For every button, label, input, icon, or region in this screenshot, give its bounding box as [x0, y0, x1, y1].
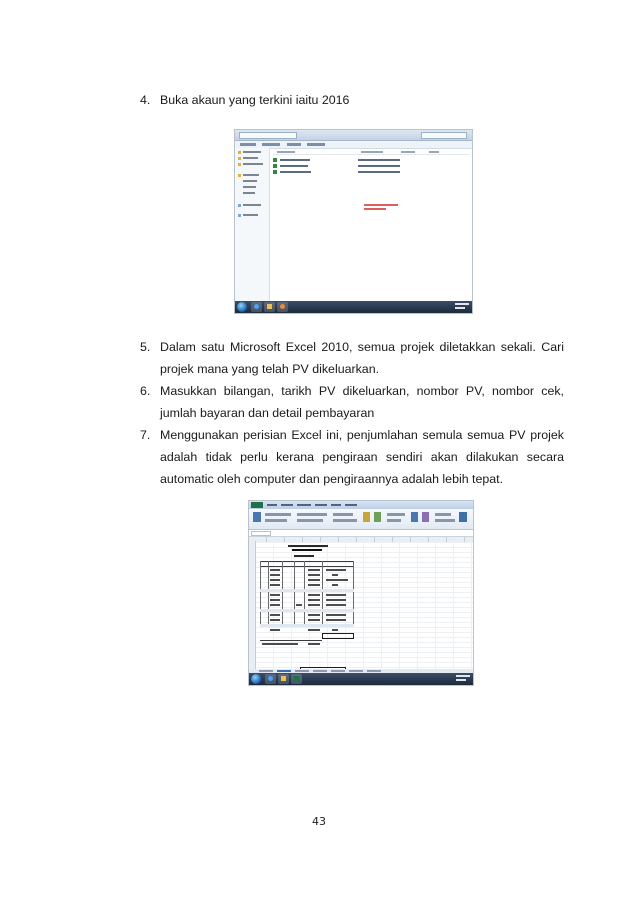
folder-icon[interactable] — [264, 302, 275, 312]
start-button-icon[interactable] — [251, 674, 261, 684]
explorer-nav-pane — [235, 148, 270, 301]
explorer-screenshot — [234, 129, 473, 314]
pv-table — [260, 545, 354, 639]
list-item[interactable] — [273, 158, 412, 163]
excel-ribbon — [249, 509, 473, 530]
taskbar — [249, 673, 473, 685]
step-5 — [140, 336, 564, 380]
explorer-file-list — [270, 148, 472, 301]
clock-icon — [456, 675, 470, 683]
step-number: 4. — [140, 93, 151, 107]
folder-icon[interactable] — [278, 674, 289, 684]
excel-icon[interactable] — [291, 674, 302, 684]
excel-ribbon-tabs — [249, 501, 473, 509]
step-6 — [140, 380, 564, 424]
list-item[interactable] — [273, 170, 412, 175]
list-item[interactable] — [273, 164, 412, 169]
clock-icon — [455, 303, 469, 311]
taskbar — [235, 301, 472, 313]
step-7 — [140, 424, 564, 490]
step-text: Masukkan bilangan, tarikh PV dikeluarkan, nombor PV, nombor cek, jumlah bayaran dan detail pembayaran — [160, 384, 564, 420]
file-tab[interactable] — [251, 502, 263, 508]
step-4 — [140, 89, 564, 111]
ie-icon[interactable] — [251, 302, 262, 312]
formula-bar[interactable] — [249, 530, 473, 537]
ie-icon[interactable] — [265, 674, 276, 684]
page-number: 43 — [312, 815, 326, 828]
step-number: 5. — [140, 340, 151, 354]
step-text: Menggunakan perisian Excel ini, penjumlahan semula semua PV projek adalah tidak perlu kerana pengiraan sendiri akan dilakukan secara automatic oleh computer dan pengiraannya adalah lebih tepat. — [160, 428, 564, 486]
row-headers — [249, 541, 256, 672]
step-text: Buka akaun yang terkini iaitu 2016 — [160, 93, 350, 107]
step-number: 6. — [140, 384, 151, 398]
step-number: 7. — [140, 428, 151, 442]
annotation-note — [364, 204, 398, 212]
excel-screenshot — [248, 500, 474, 686]
media-icon[interactable] — [277, 302, 288, 312]
worksheet-grid[interactable] — [256, 541, 473, 672]
explorer-address-bar — [235, 130, 472, 141]
start-button-icon[interactable] — [237, 302, 247, 312]
step-text: Dalam satu Microsoft Excel 2010, semua projek diletakkan sekali. Cari projek mana yang telah PV dikeluarkan. — [160, 340, 564, 376]
